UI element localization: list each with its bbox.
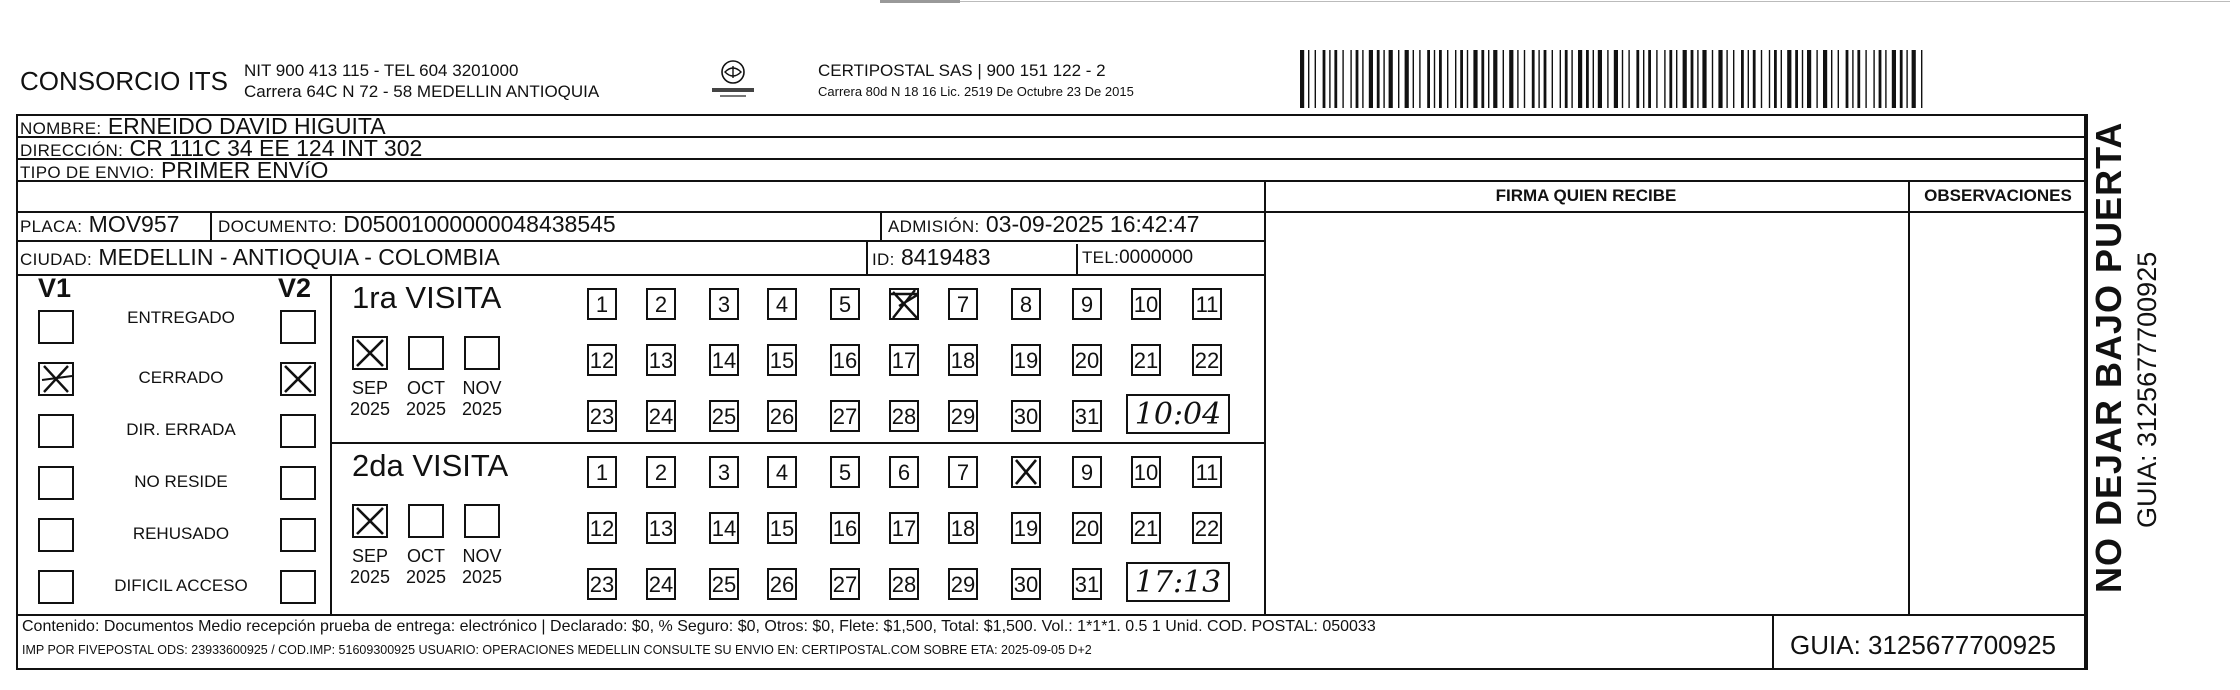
barcode-bar (1389, 50, 1393, 108)
status-checkbox-v2[interactable] (280, 570, 316, 604)
visit-column-divider (330, 274, 332, 614)
month-name: SEP (351, 546, 389, 566)
cell-divider (866, 240, 868, 274)
ciudad-value: MEDELLIN - ANTIOQUIA - COLOMBIA (98, 244, 500, 270)
footer-divider (16, 614, 2086, 616)
month-year: 2025 (405, 399, 447, 419)
barcode-bar (1552, 50, 1553, 108)
month-year: 2025 (405, 567, 447, 587)
tipo-label: TIPO DE ENVIO: (20, 163, 155, 182)
barcode-bar (1726, 50, 1727, 108)
barcode-bar (1831, 50, 1832, 108)
barcode-bar (1398, 50, 1399, 108)
barcode-bar (1787, 50, 1791, 108)
day-checkbox[interactable]: 15 (767, 344, 797, 376)
day-checkbox[interactable]: 7 (948, 456, 978, 488)
day-checkbox[interactable]: 25 (709, 400, 739, 432)
day-checkbox[interactable]: 10 (1131, 288, 1161, 320)
barcode-bar (1648, 50, 1651, 108)
barcode-bar (1334, 50, 1337, 108)
barcode-bar (1509, 50, 1513, 108)
check-mark-icon (352, 504, 388, 538)
barcode-bar (1879, 50, 1882, 108)
barcode-bar (1578, 50, 1582, 108)
documento-value: D05001000000048438545 (343, 211, 616, 237)
barcode-bar (1900, 50, 1903, 108)
barcode-bar (1315, 50, 1316, 108)
day-checkbox[interactable]: 4 (767, 456, 797, 488)
day-checkbox[interactable]: 7 (948, 288, 978, 320)
column-divider (1264, 180, 1266, 614)
barcode-bar (1532, 50, 1535, 108)
barcode-bar (1865, 50, 1866, 108)
barcode-bar (1383, 50, 1384, 108)
direccion-value: CR 111C 34 EE 124 INT 302 (129, 135, 423, 161)
day-checkbox[interactable]: 26 (767, 568, 797, 600)
day-checkbox[interactable]: 10 (1131, 456, 1161, 488)
barcode-bar (1622, 50, 1623, 108)
carrier-license: Carrera 80d N 18 16 Lic. 2519 De Octubre 23 De 2015 (818, 84, 1134, 99)
status-checkbox-v1[interactable] (38, 466, 74, 500)
barcode-bar (1413, 50, 1414, 108)
day-checkbox[interactable]: 1 (587, 456, 617, 488)
ciudad-label: CIUDAD: (20, 250, 92, 269)
day-checkbox[interactable]: 31 (1072, 568, 1102, 600)
barcode-bar (1838, 50, 1839, 108)
barcode (1300, 50, 1930, 108)
day-checkbox[interactable]: 19 (1011, 512, 1041, 544)
barcode-bar (1628, 50, 1629, 108)
barcode-bar (1683, 50, 1687, 108)
day-checkbox[interactable]: 14 (709, 512, 739, 544)
month-checkbox[interactable] (408, 336, 444, 370)
day-checkbox[interactable]: 15 (767, 512, 797, 544)
barcode-bar (1493, 50, 1497, 108)
month-label (455, 546, 509, 588)
day-checkbox[interactable]: 1 (587, 288, 617, 320)
visit-time[interactable]: 17:13 (1126, 562, 1230, 602)
footer-divider (1772, 614, 1774, 670)
day-checkbox[interactable]: 25 (709, 568, 739, 600)
day-checkbox[interactable]: 26 (767, 400, 797, 432)
company-nit: NIT 900 413 115 - TEL 604 3201000 (244, 61, 519, 80)
day-checkbox[interactable]: 27 (830, 400, 860, 432)
day-checkbox[interactable]: 14 (709, 344, 739, 376)
month-checkbox[interactable] (352, 336, 388, 370)
side-guia-number: GUIA: 3125677700925 (2132, 251, 2162, 528)
v1-header: V1 (38, 273, 72, 303)
observations-area[interactable] (1912, 214, 2084, 612)
status-checkbox-v1[interactable] (38, 310, 74, 344)
status-label: DIR. ERRADA (126, 420, 236, 439)
day-checkbox[interactable]: 5 (830, 456, 860, 488)
id-row (872, 244, 991, 271)
barcode-bar (1517, 50, 1518, 108)
cell-divider (210, 211, 212, 240)
placa-label: PLACA: (20, 217, 83, 236)
documento-label: DOCUMENTO: (218, 217, 337, 236)
id-label: ID: (872, 250, 895, 269)
barcode-bar (1356, 50, 1359, 108)
month-label (343, 546, 397, 588)
check-mark-icon (889, 288, 919, 320)
barcode-bar (1419, 50, 1420, 108)
carrier-info (818, 60, 1134, 102)
side-panel (2088, 108, 2238, 593)
top-edge-line (960, 1, 2230, 2)
observaciones-header: OBSERVACIONES (1924, 186, 2072, 205)
v2-header: V2 (278, 273, 312, 303)
carrier-logo-icon (708, 58, 758, 104)
tel-label: TEL: (1082, 248, 1120, 267)
month-year: 2025 (461, 399, 503, 419)
visit-divider (330, 442, 1264, 444)
barcode-bar (1912, 50, 1916, 108)
day-checkbox[interactable]: 30 (1011, 400, 1041, 432)
barcode-bar (1795, 50, 1798, 108)
barcode-bar (1846, 50, 1849, 108)
guia-number: GUIA: 3125677700925 (1790, 630, 2056, 660)
day-checkbox[interactable]: 2 (646, 288, 676, 320)
month-checkbox[interactable] (464, 336, 500, 370)
barcode-bar (1781, 50, 1782, 108)
visit-title: 1ra VISITA (352, 280, 502, 315)
tipo-value: PRIMER ENVíO (160, 157, 329, 183)
day-checkbox[interactable]: 5 (830, 288, 860, 320)
barcode-bar (1676, 50, 1677, 108)
month-label (343, 378, 397, 420)
barcode-bar (1488, 50, 1489, 108)
day-checkbox[interactable]: 28 (889, 568, 919, 600)
barcode-bar (1460, 50, 1463, 108)
barcode-bar (1308, 50, 1309, 108)
day-checkbox[interactable]: 8 (1011, 288, 1041, 320)
column-divider (1908, 180, 1910, 614)
month-year: 2025 (461, 567, 503, 587)
barcode-bar (1774, 50, 1777, 108)
barcode-bar (1741, 50, 1744, 108)
status-label: DIFICIL ACCESO (114, 576, 248, 595)
barcode-bar (1544, 50, 1547, 108)
status-checkbox-v2[interactable] (280, 466, 316, 500)
status-checkbox-v1[interactable] (38, 518, 74, 552)
barcode-bar (1769, 50, 1770, 108)
barcode-bar (1656, 50, 1657, 108)
day-checkbox[interactable]: 19 (1011, 344, 1041, 376)
barcode-bar (1643, 50, 1644, 108)
month-label (399, 378, 453, 420)
barcode-bar (1691, 50, 1694, 108)
month-checkbox[interactable] (352, 504, 388, 538)
signature-area[interactable] (1268, 214, 1904, 612)
barcode-bar (1748, 50, 1749, 108)
day-checkbox[interactable]: 28 (889, 400, 919, 432)
barcode-bar (1350, 50, 1351, 108)
day-checkbox[interactable]: 12 (587, 512, 617, 544)
day-checkbox[interactable]: 22 (1192, 512, 1222, 544)
day-checkbox[interactable]: 6 (889, 456, 919, 488)
day-checkbox[interactable]: 18 (948, 512, 978, 544)
barcode-bar (1362, 50, 1363, 108)
barcode-bar (1503, 50, 1504, 108)
status-checkbox-v1[interactable] (38, 414, 74, 448)
status-label: ENTREGADO (127, 308, 235, 327)
day-checkbox[interactable]: 13 (646, 344, 676, 376)
check-mark-icon (38, 362, 74, 396)
status-label: REHUSADO (132, 524, 230, 543)
day-checkbox[interactable]: 20 (1072, 512, 1102, 544)
barcode-bar (1857, 50, 1860, 108)
month-checkbox[interactable] (408, 504, 444, 538)
status-label: NO RESIDE (134, 472, 228, 491)
barcode-bar (1377, 50, 1380, 108)
day-checkbox[interactable]: 13 (646, 512, 676, 544)
placa-value: MOV957 (88, 211, 180, 237)
day-checkbox[interactable]: 24 (646, 400, 676, 432)
nombre-label: NOMBRE: (20, 119, 102, 138)
barcode-bar (1807, 50, 1811, 108)
visit-time[interactable]: 10:04 (1126, 394, 1230, 434)
day-checkbox[interactable]: 23 (587, 400, 617, 432)
day-checkbox[interactable]: 21 (1131, 344, 1161, 376)
barcode-bar (1571, 50, 1572, 108)
day-checkbox[interactable] (889, 288, 919, 320)
day-checkbox[interactable]: 27 (830, 568, 860, 600)
day-checkbox[interactable]: 9 (1072, 288, 1102, 320)
month-label (455, 378, 509, 420)
barcode-bar (1447, 50, 1448, 108)
barcode-bar (1538, 50, 1539, 108)
month-checkbox[interactable] (464, 504, 500, 538)
cell-divider (880, 211, 882, 240)
row-divider (1264, 211, 2086, 213)
day-checkbox[interactable]: 16 (830, 344, 860, 376)
barcode-bar (1586, 50, 1589, 108)
check-mark-icon (352, 336, 388, 370)
barcode-bar (1560, 50, 1561, 108)
barcode-bar (1427, 50, 1430, 108)
barcode-bar (1524, 50, 1525, 108)
barcode-bar (1702, 50, 1706, 108)
check-mark-icon (280, 362, 316, 396)
barcode-bar (1885, 50, 1886, 108)
day-checkbox[interactable]: 17 (889, 344, 919, 376)
nombre-value: ERNEIDO DAVID HIGUITA (107, 113, 386, 139)
barcode-bar (1607, 50, 1608, 108)
barcode-bar (1598, 50, 1602, 108)
barcode-bar (1473, 50, 1477, 108)
day-checkbox[interactable]: 31 (1072, 400, 1102, 432)
barcode-bar (1455, 50, 1456, 108)
barcode-bar (1761, 50, 1762, 108)
barcode-bar (1664, 50, 1665, 108)
barcode-bar (1823, 50, 1827, 108)
status-label: CERRADO (138, 368, 224, 387)
barcode-bar (1300, 50, 1304, 108)
day-checkbox[interactable]: 9 (1072, 456, 1102, 488)
day-checkbox[interactable]: 2 (646, 456, 676, 488)
day-checkbox[interactable]: 11 (1192, 456, 1222, 488)
day-checkbox[interactable] (1011, 456, 1041, 488)
barcode-bar (1697, 50, 1698, 108)
status-checkbox-v2[interactable] (280, 310, 316, 344)
barcode-bar (1593, 50, 1594, 108)
row-divider (16, 240, 1264, 242)
documento-row (218, 211, 616, 238)
day-checkbox[interactable]: 18 (948, 344, 978, 376)
barcode-bar (1439, 50, 1442, 108)
day-checkbox[interactable]: 21 (1131, 512, 1161, 544)
day-checkbox[interactable]: 20 (1072, 344, 1102, 376)
day-checkbox[interactable]: 29 (948, 568, 978, 600)
barcode-bar (1369, 50, 1373, 108)
company-info (244, 60, 599, 102)
month-year: 2025 (349, 399, 391, 419)
barcode-bar (1405, 50, 1409, 108)
day-checkbox[interactable]: 16 (830, 512, 860, 544)
month-name: SEP (351, 378, 389, 398)
day-checkbox[interactable]: 22 (1192, 344, 1222, 376)
day-checkbox[interactable]: 29 (948, 400, 978, 432)
barcode-bar (1481, 50, 1484, 108)
check-mark-icon (1011, 456, 1041, 488)
tel-row (1082, 247, 1193, 269)
month-name: OCT (407, 378, 445, 398)
day-checkbox[interactable]: 3 (709, 456, 739, 488)
placa-row (20, 211, 179, 238)
status-checkbox-v2[interactable] (280, 362, 316, 396)
day-checkbox[interactable]: 17 (889, 512, 919, 544)
month-name: NOV (462, 378, 502, 398)
admision-row (888, 211, 1199, 238)
top-edge-mark (880, 0, 960, 3)
month-year: 2025 (349, 567, 391, 587)
barcode-bar (1614, 50, 1618, 108)
status-checkbox-v1[interactable] (38, 570, 74, 604)
barcode-bar (1329, 50, 1330, 108)
print-info: IMP POR FIVEPOSTAL ODS: 23933600925 / COD.IMP: 51609300925 USUARIO: OPERACIONES MEDELLIN CONSULTE SU ENVIO EN: CERTIPOSTAL.COM SOBRE ETA: 2025-09-05 D+2 (22, 643, 1092, 657)
barcode-bar (1892, 50, 1896, 108)
carrier-nit: CERTIPOSTAL SAS | 900 151 122 - 2 (818, 61, 1106, 80)
status-checkbox-v2[interactable] (280, 518, 316, 552)
barcode-bar (1802, 50, 1803, 108)
barcode-bar (1323, 50, 1326, 108)
ciudad-row (20, 244, 500, 271)
tipo-row (20, 157, 328, 184)
tel-value: 0000000 (1119, 247, 1194, 268)
company-address: Carrera 64C N 72 - 58 MEDELLIN ANTIOQUIA (244, 82, 600, 101)
barcode-bar (1342, 50, 1343, 108)
barcode-bar (1873, 50, 1874, 108)
barcode-bar (1733, 50, 1734, 108)
id-value: 8419483 (901, 244, 991, 270)
day-checkbox[interactable]: 11 (1192, 288, 1222, 320)
month-name: OCT (407, 546, 445, 566)
direccion-label: DIRECCIÓN: (20, 141, 124, 160)
barcode-bar (1816, 50, 1817, 108)
visit-title: 2da VISITA (352, 448, 509, 483)
day-checkbox[interactable]: 23 (587, 568, 617, 600)
cell-divider (1076, 244, 1078, 274)
day-checkbox[interactable]: 3 (709, 288, 739, 320)
month-label (399, 546, 453, 588)
status-checkbox-v1[interactable] (38, 362, 74, 396)
barcode-bar (1467, 50, 1468, 108)
barcode-bar (1636, 50, 1639, 108)
barcode-bar (1669, 50, 1672, 108)
day-checkbox[interactable]: 24 (646, 568, 676, 600)
row-divider (16, 274, 1264, 276)
admision-value: 03-09-2025 16:42:47 (985, 211, 1200, 237)
day-checkbox[interactable]: 30 (1011, 568, 1041, 600)
barcode-bar (1906, 50, 1907, 108)
content-description: Contenido: Documentos Medio recepción prueba de entrega: electrónico | Declarado: $0, % Seguro: $0, Otros: $0, Flete: $1,500, Total: $1,500. Vol.: 1*1*1. 0.5 1 Unid. COD. POSTAL: 050033 (22, 618, 1376, 635)
company-name: CONSORCIO ITS (20, 66, 229, 96)
barcode-bar (1852, 50, 1853, 108)
admision-label: ADMISIÓN: (888, 217, 980, 236)
barcode-bar (1718, 50, 1722, 108)
no-dejar-warning: NO DEJAR BAJO PUERTA (2088, 121, 2129, 593)
day-checkbox[interactable]: 4 (767, 288, 797, 320)
barcode-bar (1434, 50, 1435, 108)
barcode-bar (1753, 50, 1756, 108)
status-checkbox-v2[interactable] (280, 414, 316, 448)
barcode-bar (1921, 50, 1922, 108)
month-name: NOV (462, 546, 502, 566)
barcode-bar (1565, 50, 1568, 108)
day-checkbox[interactable]: 12 (587, 344, 617, 376)
firma-header: FIRMA QUIEN RECIBE (1495, 186, 1677, 205)
barcode-bar (1712, 50, 1713, 108)
